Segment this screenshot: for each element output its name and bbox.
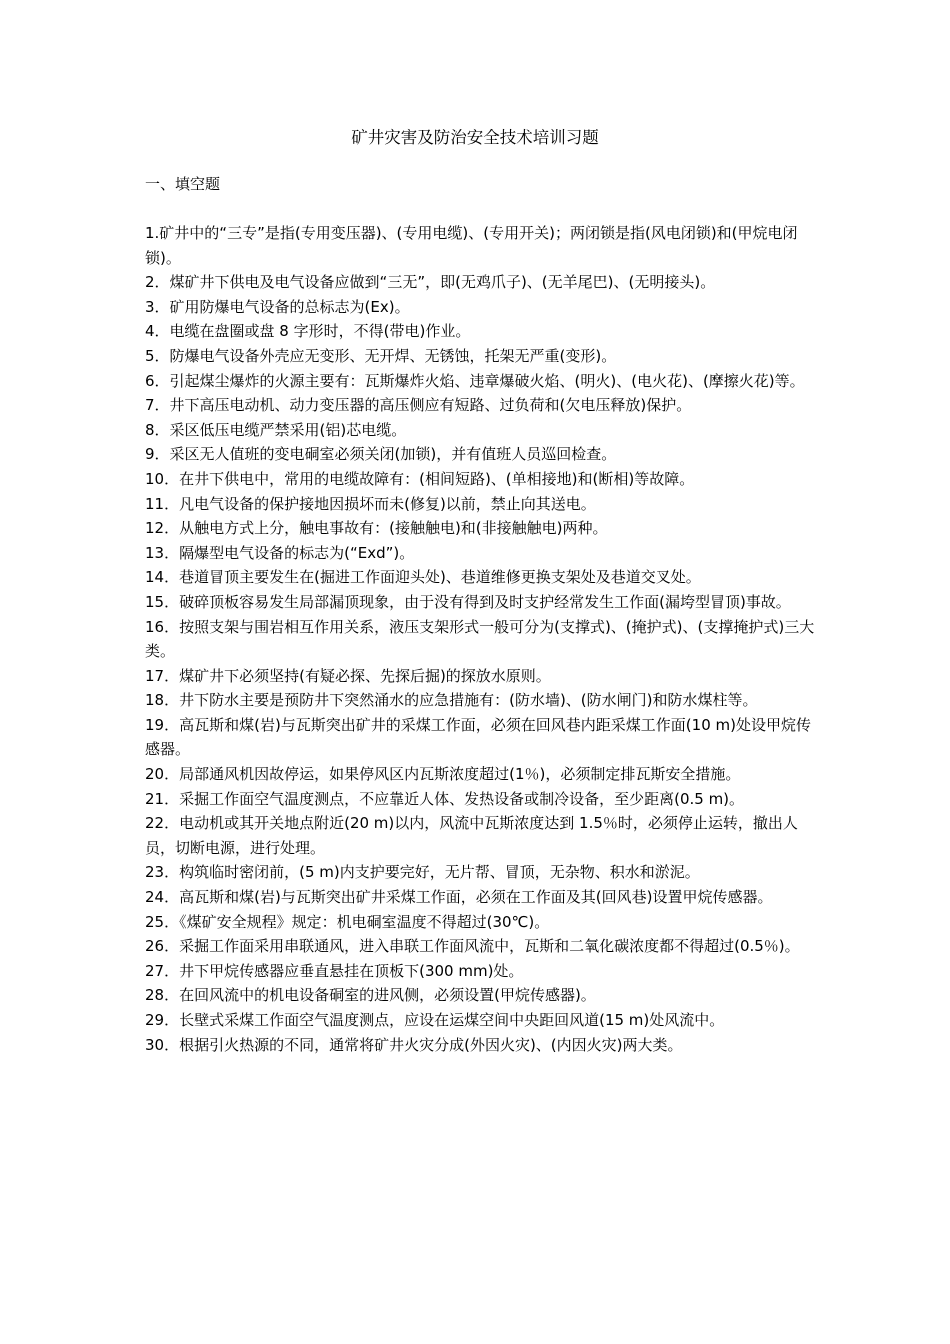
question-item: 22．电动机或其开关地点附近(20 m)以内，风流中瓦斯浓度达到 1.5％时，必须停止运转，撤出人员，切断电源，进行处理。: [145, 814, 798, 857]
question-item: 30．根据引火热源的不同，通常将矿井火灾分成(外因火灾)、(内因火灾)两大类。: [145, 1035, 683, 1054]
question-item: 4．电缆在盘圈或盘 8 字形时，不得(带电)作业。: [145, 322, 471, 341]
question-item: 17．煤矿井下必须坚持(有疑必探、先探后掘)的探放水原则。: [145, 666, 551, 685]
question-item: 7．井下高压电动机、动力变压器的高压侧应有短路、过负荷和(欠电压释放)保护。: [145, 396, 692, 415]
section-heading: 一、填空题: [145, 175, 221, 193]
document-title: 矿井灾害及防治安全技术培训习题: [351, 128, 599, 147]
question-item: 24．高瓦斯和煤(岩)与瓦斯突出矿井采煤工作面，必须在工作面及其(回风巷)设置甲烷传感器。: [145, 888, 773, 907]
question-item: 25．《煤矿安全规程》规定：机电硐室温度不得超过(30℃)。: [145, 912, 550, 931]
question-item: 6．引起煤尘爆炸的火源主要有：瓦斯爆炸火焰、违章爆破火焰、(明火)、(电火花)、(摩擦火花)等。: [145, 371, 805, 390]
question-item: 13．隔爆型电气设备的标志为(“Exd”)。: [145, 543, 415, 562]
question-item: 29．长壁式采煤工作面空气温度测点，应设在运煤空间中央距回风道(15 m)处风流中。: [145, 1011, 725, 1029]
question-item: 27．井下甲烷传感器应垂直悬挂在顶板下(300 mm)处。: [145, 961, 524, 980]
question-item: 21．采掘工作面空气温度测点，不应靠近人体、发热设备或制冷设备，至少距离(0.5 m)。: [145, 789, 745, 808]
question-item: 5．防爆电气设备外壳应无变形、无开焊、无锈蚀，托架无严重(变形)。: [145, 346, 617, 365]
question-item: 15．破碎顶板容易发生局部漏顶现象，由于没有得到及时支护经常发生工作面(漏垮型冒顶)事故。: [145, 592, 791, 611]
question-item: 8．采区低压电缆严禁采用(铝)芯电缆。: [145, 420, 407, 439]
question-item: 19．高瓦斯和煤(岩)与瓦斯突出矿井的采煤工作面，必须在回风巷内距采煤工作面(10 m)处设甲烷传感器。: [145, 715, 811, 759]
question-item: 23．构筑临时密闭前，(5 m)内支护要完好，无片帮、冒顶，无杂物、积水和淤泥。: [145, 863, 700, 882]
question-item: 26．采掘工作面采用串联通风，进入串联工作面风流中，瓦斯和二氧化碳浓度都不得超过(0.5％)。: [145, 937, 800, 956]
question-item: 9．采区无人值班的变电硐室必须关闭(加锁)，并有值班人员巡回检查。: [145, 445, 617, 464]
question-item: 10．在井下供电中，常用的电缆故障有：(相间短路)、(单相接地)和(断相)等故障。: [145, 469, 695, 488]
question-item: 14．巷道冒顶主要发生在(掘进工作面迎头处)、巷道维修更换支架处及巷道交叉处。: [145, 568, 701, 587]
question-item: 20．局部通风机因故停运，如果停风区内瓦斯浓度超过(1％)，必须制定排瓦斯安全措施。: [145, 765, 741, 784]
question-item: 28．在回风流中的机电设备硐室的进风侧，必须设置(甲烷传感器)。: [145, 986, 596, 1005]
question-item: 3．矿用防爆电气设备的总标志为(Ex)。: [145, 297, 410, 316]
question-item: 2．煤矿井下供电及电气设备应做到“三无”，即(无鸡爪子)、(无羊尾巴)、(无明接头)。: [145, 273, 716, 292]
question-list: [145, 221, 817, 1057]
question-item: 16．按照支架与围岩相互作用关系，液压支架形式一般可分为(支撑式)、(掩护式)、(支撑掩护式)三大类。: [145, 617, 815, 661]
question-item: 12．从触电方式上分，触电事故有：(接触触电)和(非接触触电)两种。: [145, 519, 608, 538]
question-item: 11．凡电气设备的保护接地因损坏而未(修复)以前，禁止向其送电。: [145, 494, 596, 513]
question-item: 1.矿井中的“三专”是指(专用变压器)、(专用电缆)、(专用开关)；两闭锁是指(风电闭锁)和(甲烷电闭锁)。: [145, 224, 798, 267]
question-item: 18．井下防水主要是预防井下突然涌水的应急措施有：(防水墙)、(防水闸门)和防水煤柱等。: [145, 691, 758, 710]
